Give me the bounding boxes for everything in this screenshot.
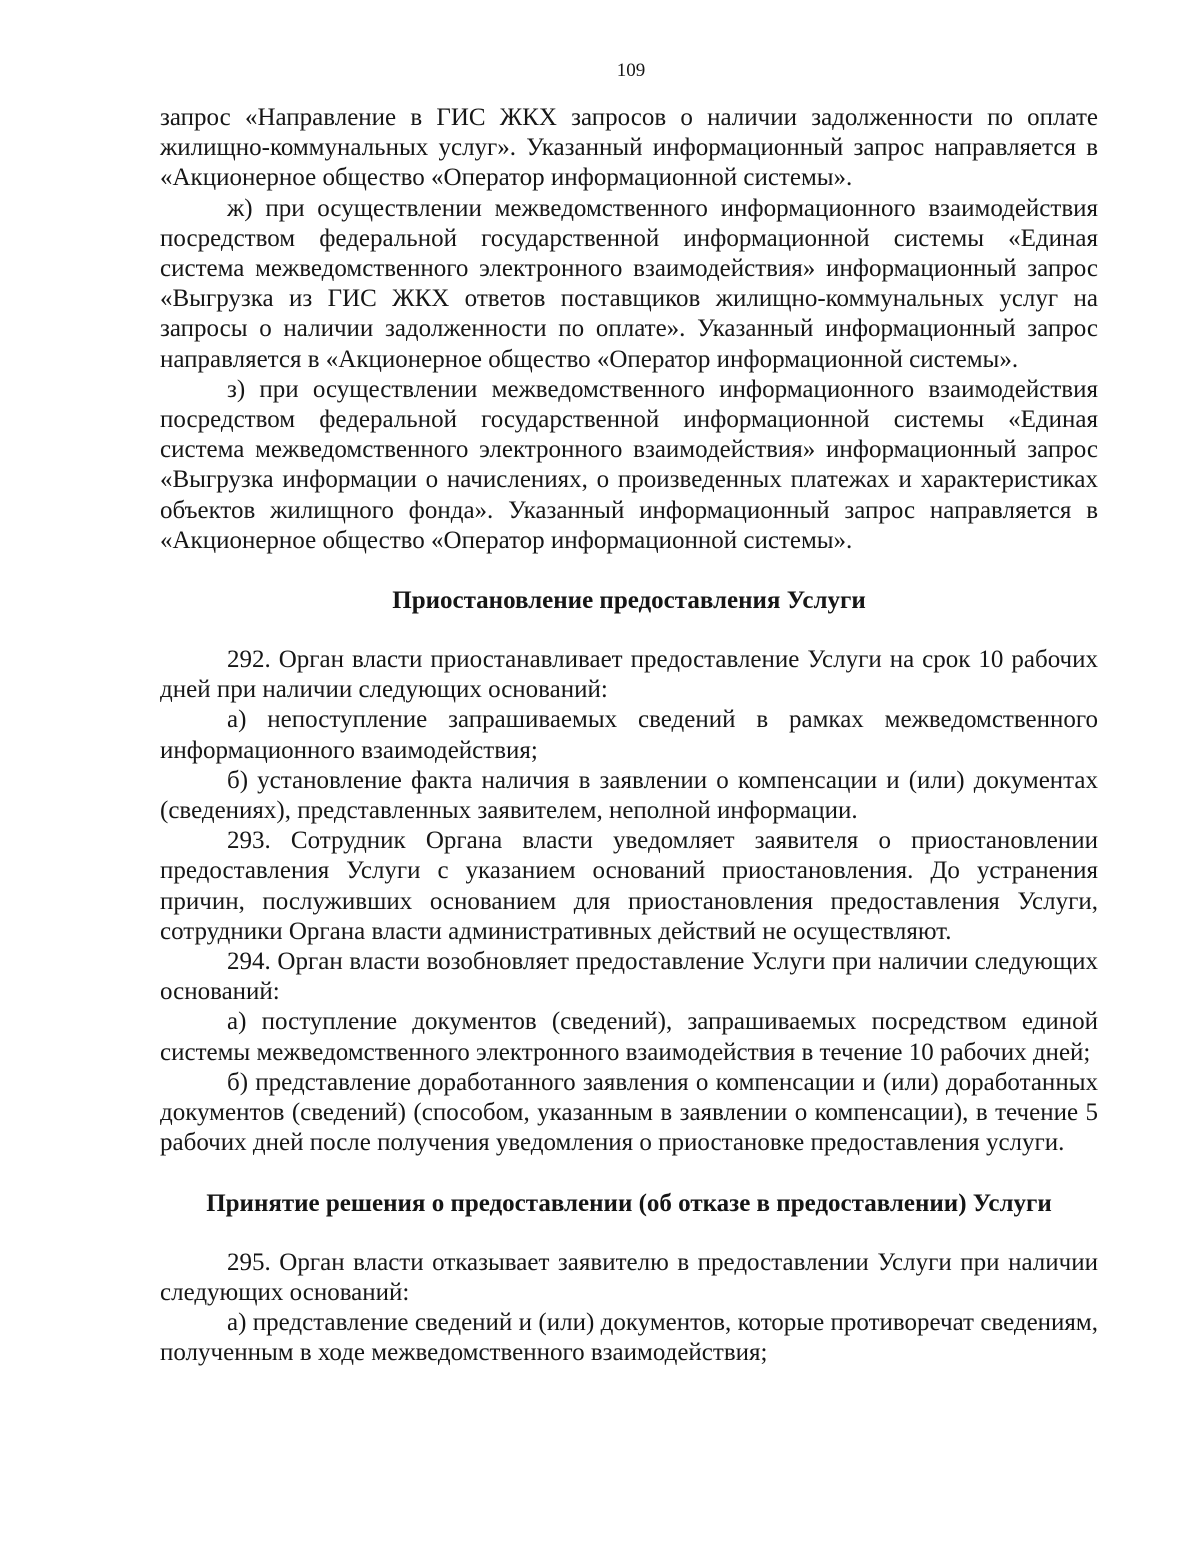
paragraph: б) представление доработанного заявления о компенсации и (или) доработанных документов (сведений) (способом, указанным в заявлении о компенсации), в течение 5 рабочих дней после получения уведомления о приостановке предоставления услуги. <box>160 1068 1098 1157</box>
paragraph: 293. Сотрудник Органа власти уведомляет заявителя о приостановлении предоставления Услуги с указанием оснований приостановления. До устранения причин, послуживших основанием для приостановления предоставления Услуги, сотрудники Органа власти административных действий не осуществляют. <box>160 827 1098 945</box>
page-number: 109 <box>616 60 646 81</box>
paragraph: б) установление факта наличия в заявлении о компенсации и (или) документах (сведениях), представленных заявителем, неполной информации. <box>160 766 1098 825</box>
paragraph: ж) при осуществлении межведомственного информационного взаимодействия посредством федеральной государственной информационной системы «Единая система межведомственного электронного взаимодействия» информационный запрос «Выгрузка из ГИС ЖКХ ответов поставщиков жилищно-коммунальных услуг на запросы о наличии задолженности по оплате». Указанный информационный запрос направляется в «Акционерное общество «Оператор информационной системы». <box>160 194 1098 373</box>
paragraph: а) представление сведений и (или) документов, которые противоречат сведениям, полученным в ходе межведомственного взаимодействия; <box>160 1308 1098 1367</box>
paragraph: 294. Орган власти возобновляет предоставление Услуги при наличии следующих оснований: <box>160 948 1098 1006</box>
section-heading-decision: Принятие решения о предоставлении (об отказе в предоставлении) Услуги <box>206 1189 1052 1217</box>
paragraph: 295. Орган власти отказывает заявителю в предоставлении Услуги при наличии следующих оснований: <box>160 1248 1098 1306</box>
document-body <box>160 103 1098 1368</box>
section-heading-suspension: Приостановление предоставления Услуги <box>392 587 866 615</box>
paragraph: а) непоступление запрашиваемых сведений в рамках межведомственного информационного взаимодействия; <box>160 706 1098 764</box>
paragraph: запрос «Направление в ГИС ЖКХ запросов о наличии задолженности по оплате жилищно-коммунальных услуг». Указанный информационный запрос направляется в «Акционерное общество «Оператор информационной системы». <box>160 104 1098 192</box>
paragraph: а) поступление документов (сведений), запрашиваемых посредством единой системы межведомственного электронного взаимодействия в течение 10 рабочих дней; <box>160 1008 1098 1066</box>
paragraph: з) при осуществлении межведомственного информационного взаимодействия посредством федеральной государственной информационной системы «Единая система межведомственного электронного взаимодействия» информационный запрос «Выгрузка информации о начислениях, о произведенных платежах и характеристиках объектов жилищного фонда». Указанный информационный запрос направляется в «Акционерное общество «Оператор информационной системы». <box>160 375 1098 554</box>
paragraph: 292. Орган власти приостанавливает предоставление Услуги на срок 10 рабочих дней при наличии следующих оснований: <box>160 646 1098 704</box>
